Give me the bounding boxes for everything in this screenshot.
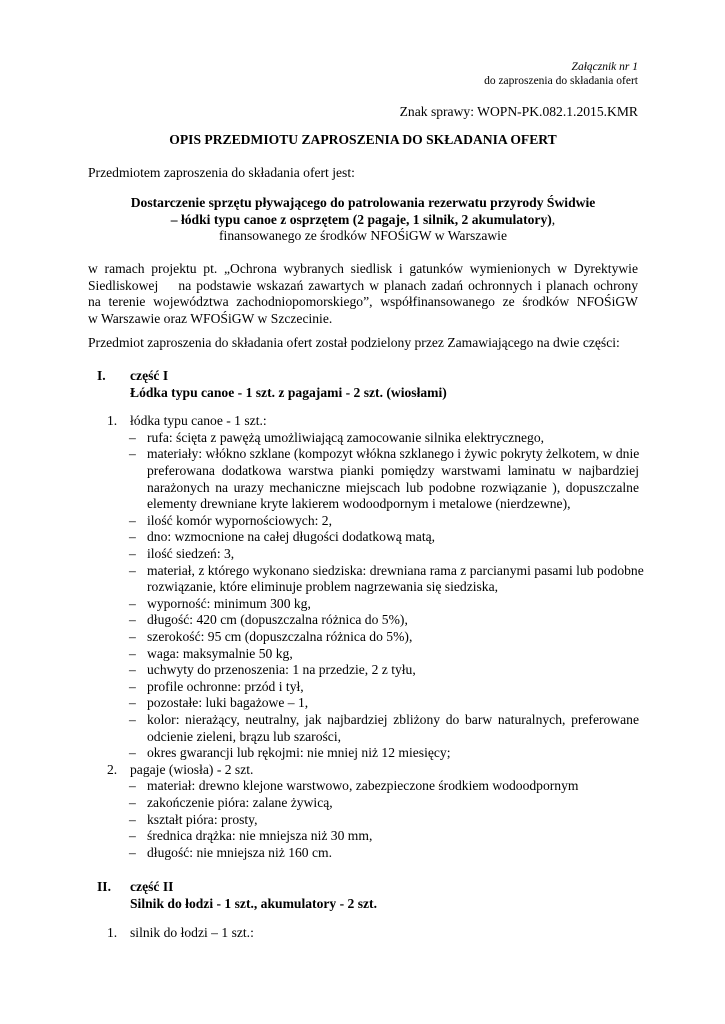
intro-text: Przedmiotem zaproszenia do składania ofert jest: [88, 165, 355, 180]
attachment-label: Załącznik nr 1 [571, 61, 638, 73]
item-label: silnik do łodzi – 1 szt.: [130, 924, 254, 940]
dash-bullet: – [129, 629, 136, 644]
spec-line: elementy drewniane kryte lakierem wodoodpornym i metalowe (nierdzewne), [147, 496, 571, 512]
attachment-sublabel: do zaproszenia do składania ofert [484, 75, 638, 87]
spec-item [129, 513, 639, 530]
spec-text [147, 546, 639, 563]
spec-text [147, 612, 639, 629]
dash-bullet: – [129, 844, 136, 860]
dash-bullet: – [129, 745, 136, 761]
part-label: część I [130, 368, 169, 383]
dash-bullet: – [129, 612, 136, 628]
spec-line: kształt pióra: prosty, [147, 811, 258, 827]
spec-item [129, 745, 639, 762]
spec-item [129, 778, 639, 795]
part-heading: Silnik do łodzi - 1 szt., akumulatory - 2 szt. [130, 896, 377, 911]
subject-line-2: – łódki typu canoe z osprzętem (2 pagaje, 1 silnik, 2 akumulatory), [170, 211, 556, 227]
dash-bullet: – [129, 778, 136, 794]
spec-line: ilość siedzeń: 3, [147, 546, 235, 561]
project-paragraph [88, 261, 638, 327]
dash-bullet: – [129, 446, 136, 462]
dash-bullet: – [129, 662, 136, 678]
spec-text [147, 596, 639, 613]
dash-bullet: – [129, 645, 136, 661]
part-label: część II [130, 879, 174, 895]
dash-bullet: – [129, 811, 136, 827]
spec-line: długość: 420 cm (dopuszczalna różnica do 5%), [147, 612, 408, 628]
spec-text [147, 812, 639, 829]
spec-line: uchwyty do przenoszenia: 1 na przedzie, 2 z tyłu, [147, 662, 416, 678]
spec-line: długość: nie mniejsza niż 160 cm. [147, 844, 332, 860]
spec-item [129, 828, 639, 845]
spec-item [129, 845, 639, 862]
spec-item [129, 562, 644, 596]
spec-item [129, 679, 639, 696]
spec-item [129, 795, 639, 812]
spec-item [129, 596, 639, 613]
spec-line: narażonych na urazy mechaniczne miejscach lub podobne rozwiązanie ), dopuszczalne [147, 479, 639, 495]
paragraph-line: Siedliskowej na podstawie wskazań zawartych w planach zadań ochronnych i planach ochrony [88, 277, 638, 293]
dash-bullet: – [129, 529, 136, 545]
item-label: pagaje (wiosła) - 2 szt. [130, 761, 254, 777]
item-label: łódka typu canoe - 1 szt.: [130, 413, 267, 429]
item-number: 2. [107, 761, 118, 777]
item-number: 1. [107, 924, 118, 940]
dash-bullet: – [129, 595, 136, 611]
dash-bullet: – [129, 512, 136, 528]
dash-bullet: – [129, 828, 136, 844]
part-numeral: I. [97, 368, 106, 383]
spec-line: rozwiązanie, które eliminuje problem nagrzewania się siedziska, [147, 579, 499, 595]
paragraph-line: w Warszawie oraz WFOŚiGW w Szczecinie. [88, 310, 333, 326]
spec-line: kolor: nierażący, neutralny, jak najbardziej zbliżony do barw naturalnych, preferowane [147, 712, 639, 727]
spec-line: okres gwarancji lub rękojmi: nie mniej niż 12 miesięcy; [147, 745, 451, 761]
spec-item [129, 446, 639, 512]
spec-text [147, 695, 639, 712]
spec-text [147, 845, 639, 862]
spec-item [129, 646, 639, 663]
spec-line: pozostałe: luki bagażowe – 1, [147, 695, 309, 711]
spec-text [147, 778, 639, 795]
spec-text [147, 562, 644, 596]
spec-line: materiał: drewno klejone warstwowo, zabezpieczone środkiem wodoodpornym [147, 778, 579, 794]
spec-line: rufa: ścięta z pawężą umożliwiającą zamocowanie silnika elektrycznego, [147, 429, 545, 445]
spec-text [147, 745, 639, 762]
spec-line: materiały: włókno szklane (kompozyt włókna szklanego i żywic pokryty żelkotem, w dnie [147, 446, 640, 462]
subject-line-3: finansowanego ze środków NFOŚiGW w Warszawie [219, 228, 507, 244]
subject-block [88, 195, 638, 245]
paragraph-line: na terenie województwa zachodniopomorskiego”, współfinansowanego ze środków NFOŚiGW [88, 294, 638, 310]
spec-item [129, 629, 639, 646]
spec-line: waga: maksymalnie 50 kg, [147, 645, 293, 661]
spec-line: materiał, z którego wykonano siedziska: drewniana rama z parcianymi pasami lub podobne [147, 562, 644, 578]
spec-item [129, 712, 639, 745]
dash-bullet: – [129, 678, 136, 694]
case-number: Znak sprawy: WOPN-PK.082.1.2015.KMR [399, 104, 638, 119]
spec-item [129, 546, 639, 563]
part-heading: Łódka typu canoe - 1 szt. z pagajami - 2 szt. (wiosłami) [130, 384, 447, 400]
spec-line: średnica drążka: nie mniejsza niż 30 mm, [147, 828, 373, 844]
dash-bullet: – [129, 562, 136, 578]
split-sentence: Przedmiot zaproszenia do składania ofert został podzielony przez Zamawiającego na dwie części: [88, 335, 620, 350]
spec-line: wyporność: minimum 300 kg, [147, 595, 311, 611]
dash-bullet: – [129, 695, 136, 711]
spec-line: ilość komór wypornościowych: 2, [147, 512, 333, 528]
spec-text [147, 446, 639, 512]
dash-bullet: – [129, 795, 136, 810]
spec-line: odcienie zieleni, brązu lub szarości, [147, 728, 342, 744]
spec-line: zakończenie pióra: zalane żywicą, [147, 795, 333, 810]
spec-text [147, 795, 639, 812]
spec-text [147, 529, 639, 546]
spec-item [129, 812, 639, 829]
spec-text [147, 679, 639, 696]
spec-text [147, 662, 639, 679]
spec-text [147, 646, 639, 663]
spec-item [129, 529, 639, 546]
subject-line-1: Dostarczenie sprzętu pływającego do patrolowania rezerwatu przyrody Świdwie [130, 195, 596, 210]
spec-line: preferowana dodatkowa warstwa pianki pomiędzy warstwami laminatu w najbardziej [147, 462, 639, 478]
dash-bullet: – [129, 546, 136, 561]
spec-item [129, 430, 639, 447]
spec-line: profile ochronne: przód i tył, [147, 678, 304, 694]
dash-bullet: – [129, 712, 136, 727]
spec-item [129, 612, 639, 629]
spec-text [147, 629, 639, 646]
item-number: 1. [107, 413, 118, 429]
spec-text [147, 513, 639, 530]
spec-line: szerokość: 95 cm (dopuszczalna różnica do 5%), [147, 629, 413, 644]
page-title: OPIS PRZEDMIOTU ZAPROSZENIA DO SKŁADANIA OFERT [169, 132, 557, 147]
spec-text [147, 828, 639, 845]
paragraph-line: w ramach projektu pt. „Ochrona wybranych siedlisk i gatunków wymienionych w Dyrektywie [88, 261, 638, 276]
spec-text [147, 430, 639, 447]
part-numeral: II. [97, 879, 111, 895]
spec-item [129, 662, 639, 679]
dash-bullet: – [129, 429, 136, 445]
spec-text [147, 712, 639, 745]
spec-line: dno: wzmocnione na całej długości dodatkową matą, [147, 529, 436, 545]
spec-item [129, 695, 639, 712]
